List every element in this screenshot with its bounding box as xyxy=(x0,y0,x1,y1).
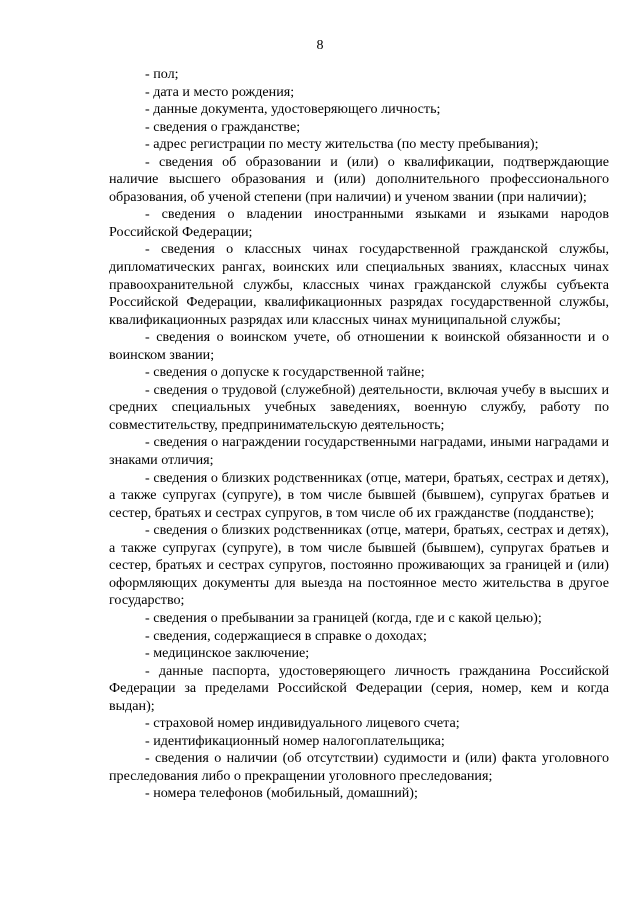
list-item: - сведения о наличии (об отсутствии) судимости и (или) факта уголовного преследования либо о прекращении уголовного преследования; xyxy=(109,750,609,784)
list-item: - номера телефонов (мобильный, домашний); xyxy=(145,785,418,802)
list-item: - страховой номер индивидуального лицевого счета; xyxy=(145,715,460,732)
list-item: - сведения о пребывании за границей (когда, где и с какой целью); xyxy=(145,609,542,626)
list-item: - сведения об образовании и (или) о квалификации, подтверждающие наличие высшего образования и (или) дополнительного профессионального образования, об ученой степени (при наличии) и ученом звании (при наличии); xyxy=(109,153,609,205)
list-item: - сведения о близких родственниках (отце, матери, братьях, сестрах и детях), а также супругах (супруге), в том числе бывшей (бывшем), супругах братьев и сестер, братьях и сестрах супругов, в том числе об их гражданстве (подданстве); xyxy=(109,469,609,521)
list-item: - адрес регистрации по месту жительства (по месту пребывания); xyxy=(145,136,539,153)
list-item: - сведения о награждении государственными наградами, иными наградами и знаками отличия; xyxy=(109,434,609,469)
list-item: - сведения о допуске к государственной тайне; xyxy=(145,364,425,381)
list-item: - сведения о воинском учете, об отношении к воинской обязанности и о воинском звании; xyxy=(109,329,609,363)
list-item: - данные паспорта, удостоверяющего личность гражданина Российской Федерации за пределами Российской Федерации (серия, номер, кем и когда выдан); xyxy=(109,662,609,714)
list-item: - сведения о владении иностранными языками и языками народов Российской Федерации; xyxy=(109,206,609,240)
list-item: - медицинское заключение; xyxy=(145,645,310,662)
list-item: - дата и место рождения; xyxy=(145,83,295,100)
list-item: - сведения о классных чинах государственной гражданской службы, дипломатических рангах, воинских или специальных званиях, классных чинах правоохранительной службы, классных чинах гражданской службы субъекта Российской Федерации, квалификационных разрядах государственной службы, квалификационных разрядах или классных чинах муниципальной службы; xyxy=(109,241,609,328)
list-item: - данные документа, удостоверяющего личность; xyxy=(145,101,441,118)
list-item: - сведения о трудовой (служебной) деятельности, включая учебу в высших и средних специальных учебных заведениях, военную службу, работу по совместительству, предпринимательскую деятельность; xyxy=(109,381,609,433)
list-item: - сведения, содержащиеся в справке о доходах; xyxy=(145,627,427,644)
list-item: - сведения о близких родственниках (отце, матери, братьях, сестрах и детях), а также супругах (супруге), в том числе бывшей (бывшем), супругах братьев и сестер, братьях и сестрах супругов, постоянно проживающих за границей и (или) оформляющих документы для выезда на постоянное место жительства в другое государство; xyxy=(109,522,609,609)
page-number: 8 xyxy=(316,38,324,53)
list-item: - пол; xyxy=(145,66,179,82)
list-item: - идентификационный номер налогоплательщика; xyxy=(145,732,445,749)
document-body xyxy=(109,66,609,803)
list-item: - сведения о гражданстве; xyxy=(145,118,301,135)
